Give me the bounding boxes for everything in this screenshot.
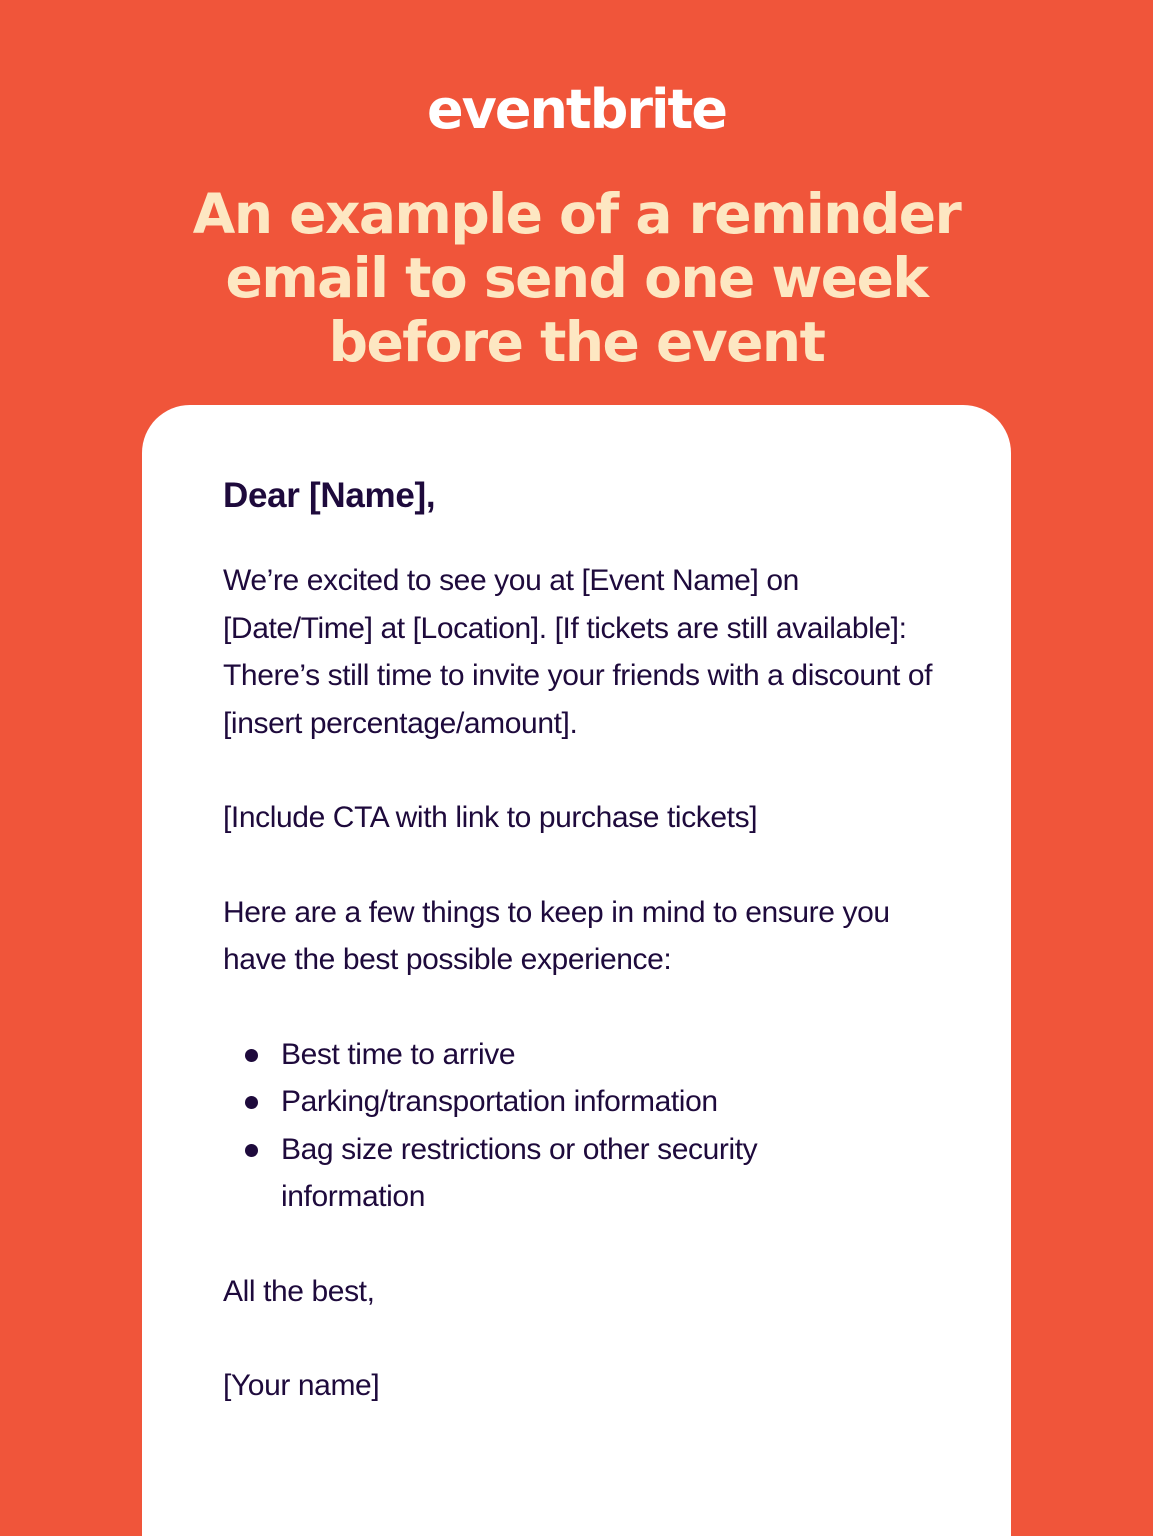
list-item: [223, 1031, 881, 1079]
email-paragraph-intro: We’re excited to see you at [Event Name] on [Date/Time] at [Location]. [If tickets are still available]: There’s still time to invite your friends with a discount of [insert percentage/amount].: [223, 564, 933, 740]
bullet-icon: [245, 1144, 258, 1157]
email-closing: All the best,: [223, 1274, 375, 1308]
email-greeting: Dear [Name],: [223, 476, 436, 515]
page-title: An example of a reminder email to send one week before the event: [192, 182, 961, 374]
list-item-text: Bag size restrictions or other security information: [281, 1132, 758, 1213]
email-card: [142, 405, 1011, 1536]
email-signature: [Your name]: [223, 1369, 380, 1402]
list-item: [223, 1078, 881, 1126]
list-item-text: Best time to arrive: [281, 1037, 516, 1071]
list-item: [223, 1126, 881, 1221]
email-cta-note: [Include CTA with link to purchase tickets]: [223, 801, 758, 834]
tips-list: [223, 1031, 1011, 1221]
list-item-text: Parking/transportation information: [281, 1085, 718, 1118]
bullet-icon: [245, 1049, 258, 1062]
eventbrite-logo: eventbrite: [427, 78, 726, 141]
email-paragraph-tips-intro: Here are a few things to keep in mind to ensure you have the best possible experience:: [223, 895, 890, 976]
bullet-icon: [245, 1096, 258, 1109]
